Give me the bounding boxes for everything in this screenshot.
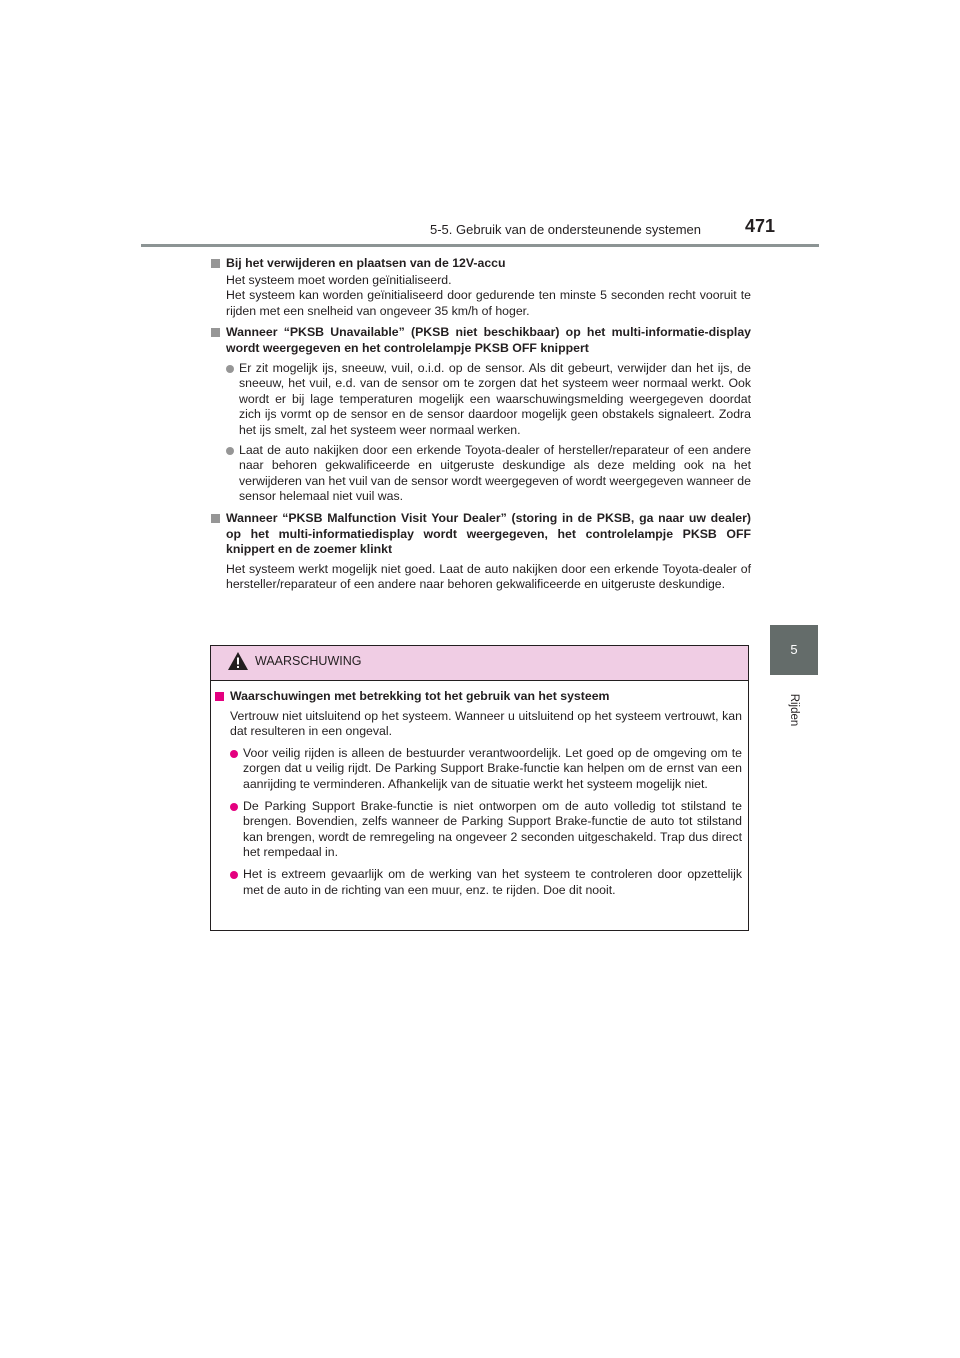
chapter-label (770, 682, 818, 742)
round-bullet-icon (230, 871, 238, 879)
warning-bullet: Voor veilig rijden is alleen de bestuurder verantwoordelijk. Let goed op de omgeving om te zorgen dat u veilig rijdt. De Parking Support Brake-functie kan helpen om de ernst van een aanrijding te verminderen. Afhankelijk van de situatie werkt het systeem mogelijk niet. (215, 746, 742, 793)
round-bullet-icon (230, 750, 238, 758)
warning-heading: Waarschuwingen met betrekking tot het gebruik van het systeem (215, 689, 742, 705)
warning-body (211, 681, 748, 898)
square-bullet-icon (211, 259, 220, 268)
warning-title: WAARSCHUWING (255, 654, 362, 668)
section-pksb-unavailable (211, 325, 751, 505)
round-bullet-icon (226, 365, 234, 373)
warning-triangle-icon (227, 651, 249, 671)
warning-box (210, 645, 749, 931)
warning-header (211, 646, 748, 681)
bullet-item: Er zit mogelijk ijs, sneeuw, vuil, o.i.d. op de sensor. Als dit gebeurt, verwijder dan het ijs, de sneeuw, het vuil, e.d. van de sensor om te zorgen dat het systeem weer normaal werkt. Ook wordt er bij lage temperaturen mogelijk een waarschuwingsmelding weergegeven doordat zich ijs vormt op de sensor en de sensor daardoor mogelijk geen obstakels signaleert. Zodra het ijs smelt, zal het systeem weer normaal werken. (211, 361, 751, 439)
warning-bullet: De Parking Support Brake-functie is niet ontworpen om de auto volledig tot stilstand te brengen. Bovendien, zelfs wanneer de Parking Support Brake-functie de auto tot stilstand kan brengen, wordt de remregeling na ongeveer 2 seconden uitgeschakeld. Trap dus direct het rempedaal in. (215, 799, 742, 861)
page-header (430, 216, 775, 242)
warning-intro: Vertrouw niet uitsluitend op het systeem. Wanneer u uitsluitend op het systeem vertrouwt, kan dat resulteren in een ongeval. (230, 708, 742, 739)
bullet-item: Laat de auto nakijken door een erkende Toyota-dealer of hersteller/reparateur of een andere naar behoren gekwalificeerde en uitgeruste deskundige als deze melding ook na het verwijderen van het vuil van de sensor wordt weergegeven of wordt weergegeven wanneer de sensor helemaal niet vuil was. (211, 443, 751, 505)
square-bullet-icon (211, 514, 220, 523)
section-pksb-malfunction (211, 511, 751, 593)
round-bullet-icon (230, 803, 238, 811)
section-heading: Wanneer “PKSB Malfunction Visit Your Dealer” (storing in de PKSB, ga naar uw dealer) op het multi-informatiedisplay wordt weergegeven, het controlelampje PKSB OFF knippert en de zoemer klinkt (211, 511, 751, 558)
section-title: 5-5. Gebruik van de ondersteunende systemen (430, 222, 702, 237)
round-bullet-icon (226, 447, 234, 455)
warning-bullet: Het is extreem gevaarlijk om de werking van het systeem te controleren door opzettelijk met de auto in de richting van een muur, enz. te rijden. Doe dit nooit. (215, 867, 742, 898)
chapter-label-text: Rijden (788, 693, 800, 727)
page-number: 471 (744, 216, 775, 236)
paragraph: Het systeem moet worden geïnitialiseerd. (226, 272, 452, 287)
paragraph: Het systeem kan worden geïnitialiseerd door gedurende ten minste 5 seconden recht vooruit te rijden met een snelheid van ongeveer 35 km/h of hoger. (226, 288, 751, 318)
section-heading: Wanneer “PKSB Unavailable” (PKSB niet beschikbaar) op het multi-informatie-display wordt weergegeven en het controlelampje PKSB OFF knippert (211, 325, 751, 356)
paragraph: Het systeem werkt mogelijk niet goed. Laat de auto nakijken door een erkende Toyota-dealer of hersteller/reparateur of een andere naar behoren gekwalificeerde en uitgeruste deskundige. (226, 561, 751, 592)
chapter-tab: 5 (770, 625, 818, 675)
section-heading: Bij het verwijderen en plaatsen van de 12V-accu (211, 256, 751, 272)
square-bullet-icon (211, 328, 220, 337)
section-battery (211, 256, 751, 319)
square-bullet-icon (215, 692, 224, 701)
main-content (211, 256, 751, 599)
header-rule (141, 244, 819, 247)
